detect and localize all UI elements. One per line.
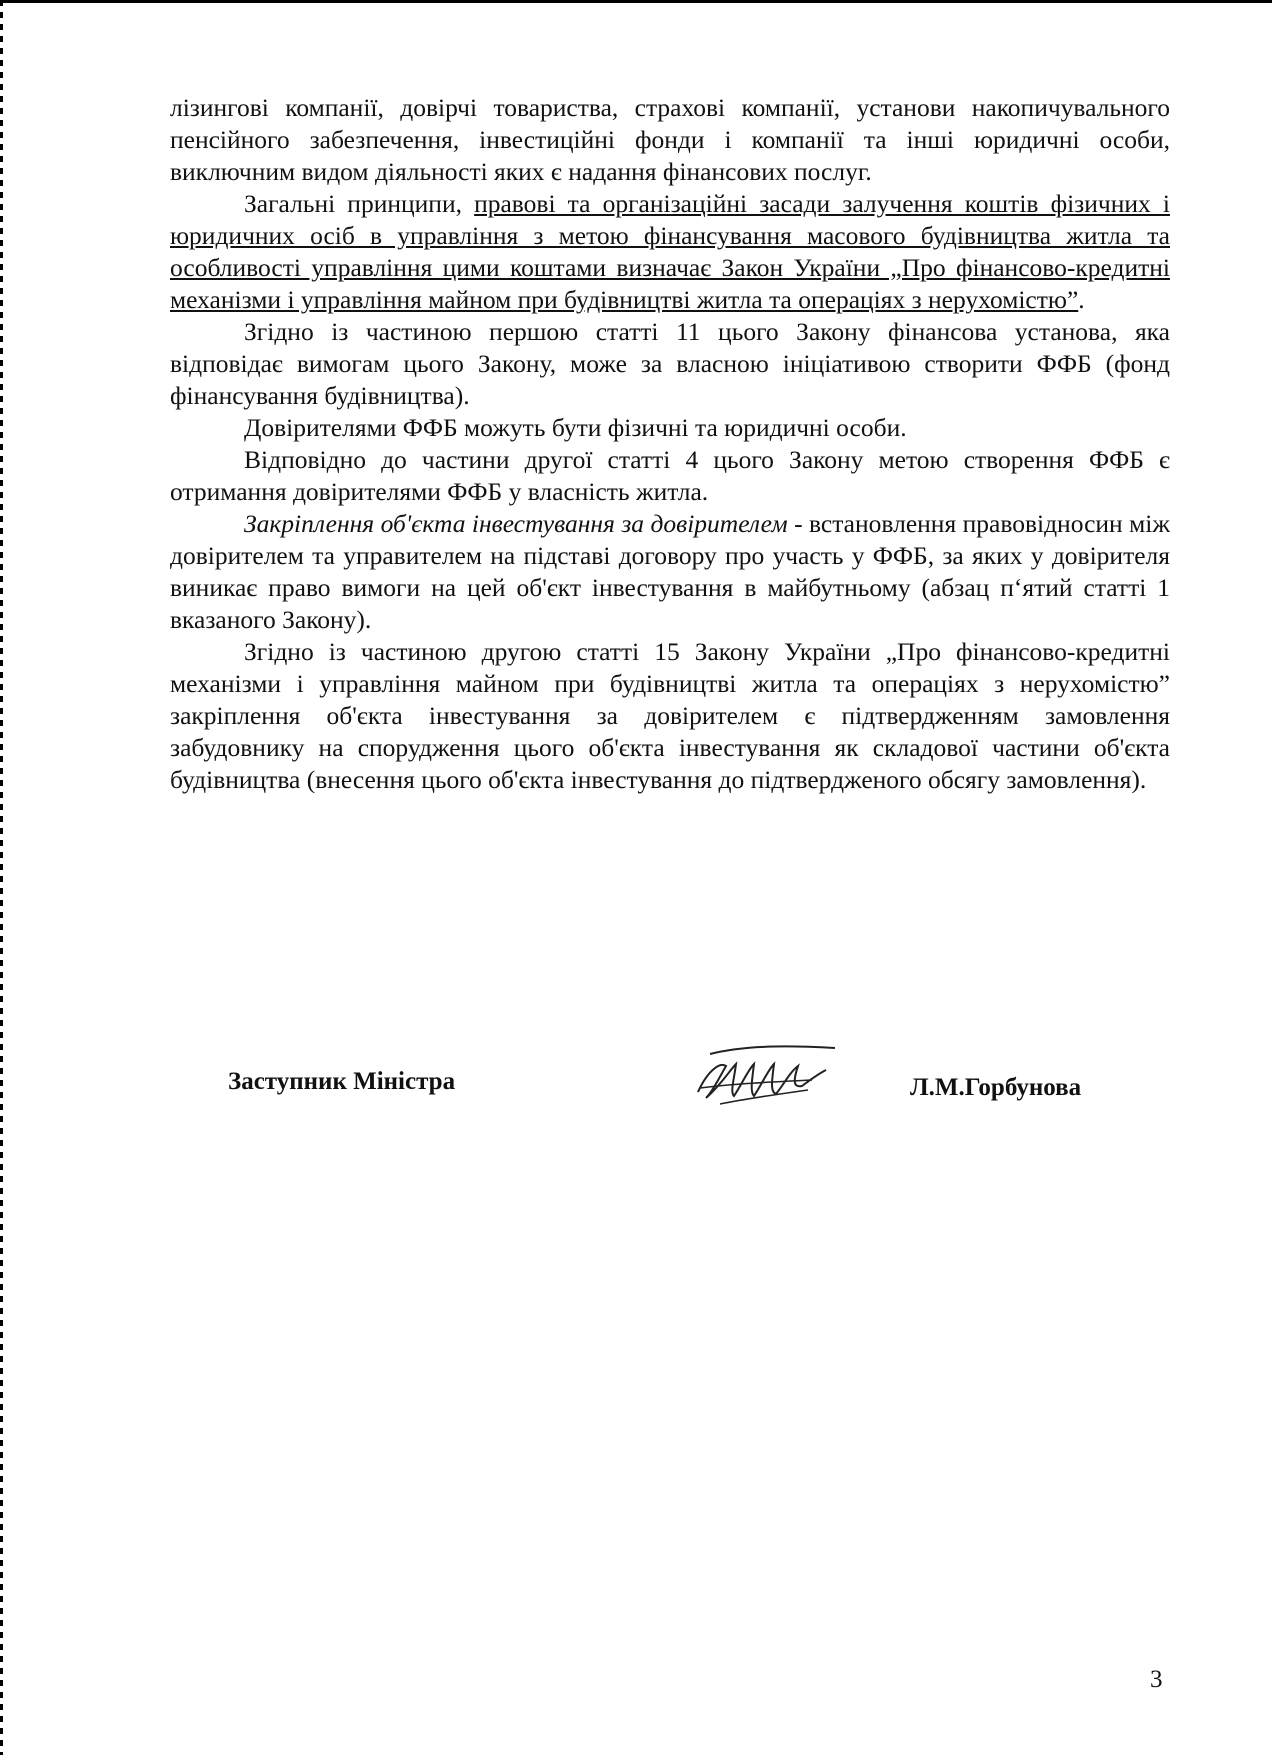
paragraph-7: Згідно із частиною другою статті 15 Закону України „Про фінансово-кредитні механізми і управління майном при будівництві житла та операціях з нерухомістю” закріплення об'єкта інвестування за довірителем є підтвердженням замовлення забудовнику на спорудження цього об'єкта інвестування як складової частини об'єкта будівництва (внесення цього об'єкта інвестування до підтвердженого обсягу замовлення).: [170, 637, 1170, 794]
page-number: 3: [1150, 1666, 1163, 1693]
paragraph-6-definition: - встановлення правовідносин між довірителем та управителем на підставі договору про участь у ФФБ, за яких у довірителя виникає право вимоги на цей об'єкт інвестування в майбутньому (абзац п‘ятий статті 1 вказаного Закону).: [170, 509, 1170, 634]
paragraph-5: Відповідно до частини другої статті 4 цього Закону метою створення ФФБ є отримання довірителями ФФБ у власність житла.: [170, 445, 1170, 506]
paragraph-2-underlined: правові та організаційні засади залучення коштів фізичних і юридичних осіб в управління з метою фінансування масового будівництва житла та особливості управління цими коштами визначає Закон України „Про фінансово-кредитні механізми і управління майном при будівництві житла та операціях з нерухомістю”: [170, 189, 1170, 314]
paragraph-6: [170, 508, 1170, 636]
paragraph-4: Довірителями ФФБ можуть бути фізичні та юридичні особи.: [244, 413, 907, 442]
paragraph-2-lead: Загальні принципи,: [244, 189, 475, 218]
handwritten-signature: [690, 1040, 840, 1110]
scan-edge-top: [0, 0, 1272, 3]
paragraph-2: [170, 188, 1170, 316]
paragraph-3: Згідно із частиною першою статті 11 цього Закону фінансова установа, яка відповідає вимогам цього Закону, може за власною ініціативою створити ФФБ (фонд фінансування будівництва).: [170, 317, 1170, 410]
body-text: [170, 92, 1170, 796]
signature-block: [0, 1030, 1272, 1120]
signatory-name: Л.М.Горбунова: [910, 1074, 1082, 1101]
scan-edge-left: [0, 0, 3, 1755]
paragraph-1: лізингові компанії, довірчі товариства, страхові компанії, установи накопичувального пенсійного забезпечення, інвестиційні фонди і компанії та інші юридичні особи, виключним видом діяльності яких є надання фінансових послуг.: [170, 93, 1170, 186]
signatory-title: Заступник Міністра: [228, 1068, 456, 1095]
paragraph-2-end: .: [1078, 285, 1085, 314]
paragraph-6-term: Закріплення об'єкта інвестування за довірителем: [244, 509, 788, 538]
